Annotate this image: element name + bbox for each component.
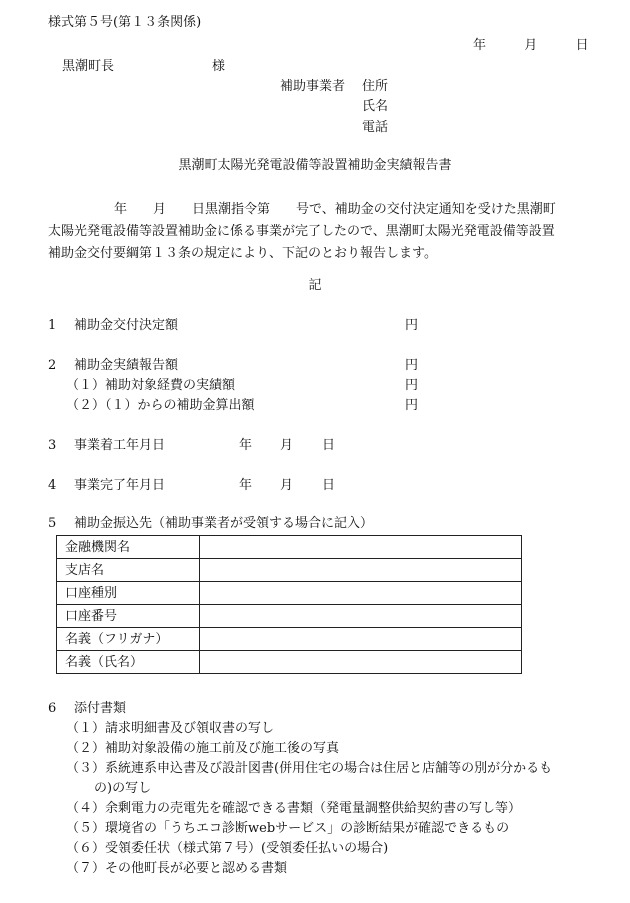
applicant-name-label: 氏名 [362, 99, 389, 114]
account-number-label: 口座番号 [57, 605, 200, 628]
item-1-label: 補助金交付決定額 [74, 318, 179, 333]
attachment-item-3-continued: の)の写し [94, 781, 152, 796]
report-body [48, 199, 586, 265]
item-2-number: 2 [48, 358, 57, 373]
applicant-address-label: 住所 [362, 79, 389, 94]
attachment-item-1: （１）請求明細書及び領収書の写し [66, 721, 275, 736]
holder-furigana-field[interactable] [200, 628, 522, 651]
addressee-suffix: 様 [212, 59, 226, 74]
table-row [57, 559, 522, 582]
item-2-sub-1: （１）補助対象経費の実績額 [66, 378, 236, 393]
body-line-2: 太陽光発電設備等設置補助金に係る事業が完了したので、黒潮町太陽光発電設備等設置 [48, 224, 555, 239]
branch-name-field[interactable] [200, 559, 522, 582]
item-3-label: 事業着工年月日 [74, 438, 166, 453]
attachment-item-3: （３）系統連系申込書及び設計図書(併用住宅の場合は住居と店舗等の別が分かるも [66, 761, 553, 776]
table-row [57, 651, 522, 674]
date-year-label: 年 [473, 38, 487, 53]
addressee: 黒潮町長 [62, 59, 115, 74]
item-2-sub-2: （２）（１）からの補助金算出額 [66, 398, 255, 413]
item-3-year-label: 年 [239, 438, 253, 453]
bank-name-label: 金融機関名 [57, 536, 200, 559]
item-1-yen-unit: 円 [405, 318, 419, 333]
item-4-year-label: 年 [239, 478, 253, 493]
item-1-number: 1 [48, 318, 57, 333]
item-4-month-label: 月 [280, 478, 294, 493]
holder-furigana-label: 名義（フリガナ） [57, 628, 200, 651]
item-4-day-label: 日 [322, 478, 336, 493]
item-4-number: 4 [48, 478, 57, 493]
item-4-label: 事業完了年月日 [74, 478, 166, 493]
attachment-item-7: （７）その他町長が必要と認める書類 [66, 861, 288, 876]
attachment-item-4: （４）余剰電力の売電先を確認できる書類（発電量調整供給契約書の写し等） [66, 801, 522, 816]
account-number-field[interactable] [200, 605, 522, 628]
item-6-number: 6 [48, 701, 57, 716]
item-3-number: 3 [48, 438, 57, 453]
date-day-label: 日 [575, 38, 589, 53]
item-6-label: 添付書類 [74, 701, 127, 716]
attachment-item-2: （２）補助対象設備の施工前及び施工後の写真 [66, 741, 340, 756]
account-type-label: 口座種別 [57, 582, 200, 605]
attachment-item-5: （５）環境省の「うちエコ診断webサービス」の診断結果が確認できるもの [66, 821, 510, 836]
form-number: 様式第５号(第１３条関係) [48, 15, 202, 30]
item-5-label: 補助金振込先（補助事業者が受領する場合に記入） [74, 516, 374, 531]
document-title: 黒潮町太陽光発電設備等設置補助金実績報告書 [178, 158, 452, 173]
bank-name-field[interactable] [200, 536, 522, 559]
table-row [57, 628, 522, 651]
attachment-item-6: （６）受領委任状（様式第７号）(受領委任払いの場合) [66, 841, 389, 856]
table-row [57, 536, 522, 559]
item-2-label: 補助金実績報告額 [74, 358, 179, 373]
bank-account-table [56, 535, 522, 674]
item-2-sub-1-yen-unit: 円 [405, 378, 419, 393]
item-5-number: 5 [48, 516, 57, 531]
item-3-day-label: 日 [322, 438, 336, 453]
date-month-label: 月 [524, 38, 538, 53]
applicant-phone-label: 電話 [362, 120, 389, 135]
body-line-1: 年 月 日黒潮指令第 号で、補助金の交付決定通知を受けた黒潮町 [114, 202, 556, 217]
table-row [57, 605, 522, 628]
submission-date [473, 39, 589, 52]
table-row [57, 582, 522, 605]
branch-name-label: 支店名 [57, 559, 200, 582]
ki-heading: 記 [308, 278, 322, 293]
holder-name-field[interactable] [200, 651, 522, 674]
item-2-sub-2-yen-unit: 円 [405, 398, 419, 413]
holder-name-label: 名義（氏名） [57, 651, 200, 674]
account-type-field[interactable] [200, 582, 522, 605]
item-3-month-label: 月 [280, 438, 294, 453]
item-2-yen-unit: 円 [405, 358, 419, 373]
body-line-3: 補助金交付要綱第１３条の規定により、下記のとおり報告します。 [48, 246, 437, 261]
applicant-role: 補助事業者 [280, 79, 346, 94]
